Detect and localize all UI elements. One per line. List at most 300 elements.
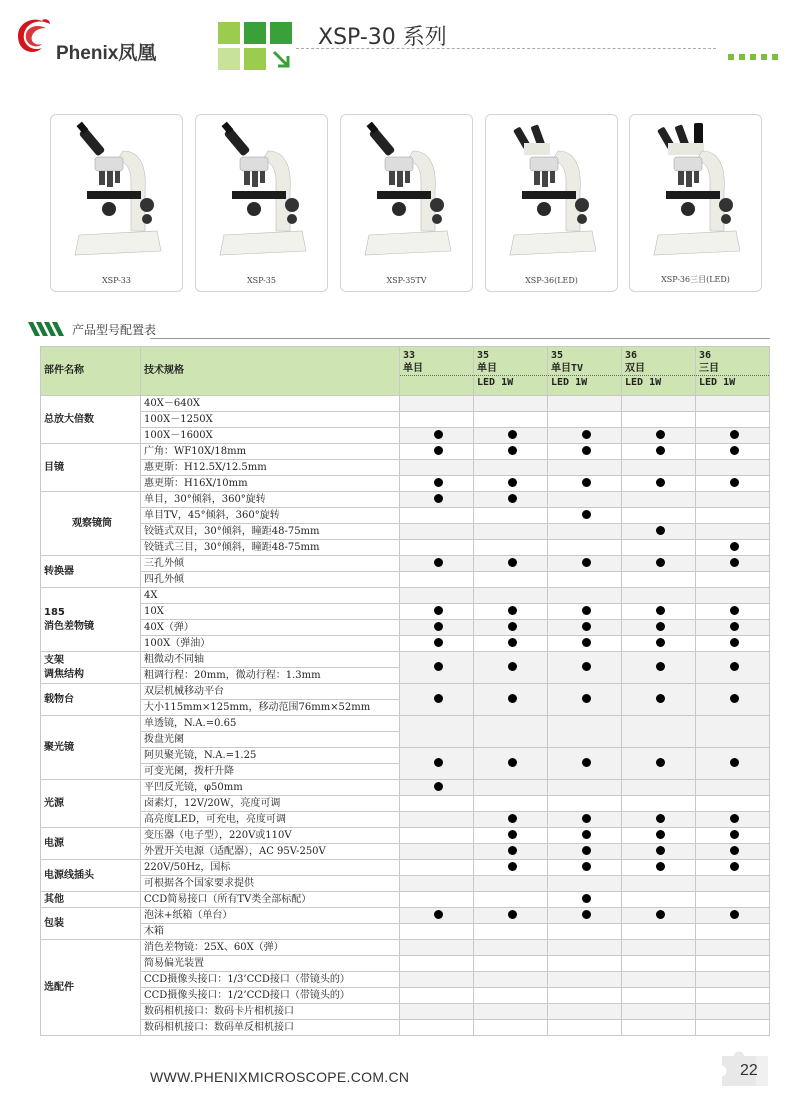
category-cell: 包装 <box>41 908 141 940</box>
table-row <box>41 428 770 444</box>
mark-cell <box>696 860 770 876</box>
included-dot-icon <box>582 638 591 647</box>
mark-cell <box>400 428 474 444</box>
mark-cell <box>622 828 696 844</box>
included-dot-icon <box>730 446 739 455</box>
mark-cell <box>474 588 548 604</box>
mark-cell <box>622 748 696 780</box>
mark-cell <box>548 684 622 716</box>
spec-cell: 220V/50Hz，国标 <box>141 860 400 876</box>
category-cell: 电源 <box>41 828 141 860</box>
category-cell: 电源线插头 <box>41 860 141 892</box>
mark-cell <box>400 828 474 844</box>
table-row <box>41 524 770 540</box>
mark-cell <box>548 428 622 444</box>
mark-cell <box>400 412 474 428</box>
table-row <box>41 684 770 700</box>
mark-cell <box>474 556 548 572</box>
mark-cell <box>474 796 548 812</box>
included-dot-icon <box>656 830 665 839</box>
included-dot-icon <box>434 758 443 767</box>
included-dot-icon <box>508 478 517 487</box>
mark-cell <box>622 716 696 748</box>
category-cell: 观察镜筒 <box>41 492 141 556</box>
mark-cell <box>474 860 548 876</box>
mark-cell <box>548 988 622 1004</box>
table-row <box>41 1004 770 1020</box>
mark-cell <box>548 492 622 508</box>
mark-cell <box>474 428 548 444</box>
mark-cell <box>548 604 622 620</box>
included-dot-icon <box>508 758 517 767</box>
included-dot-icon <box>508 494 517 503</box>
table-row <box>41 780 770 796</box>
table-row <box>41 476 770 492</box>
spec-cell: 数码相机接口：数码卡片相机接口 <box>141 1004 400 1020</box>
mark-cell <box>696 444 770 460</box>
product-card <box>629 114 762 292</box>
mark-cell <box>474 1020 548 1036</box>
included-dot-icon <box>656 446 665 455</box>
included-dot-icon <box>730 758 739 767</box>
included-dot-icon <box>730 910 739 919</box>
included-dot-icon <box>730 558 739 567</box>
included-dot-icon <box>434 782 443 791</box>
mark-cell <box>622 780 696 796</box>
website-url[interactable]: WWW.PHENIXMICROSCOPE.COM.CN <box>150 1069 410 1085</box>
mark-cell <box>622 396 696 412</box>
spec-cell: 粗调行程：20mm，微动行程：1.3mm <box>141 668 400 684</box>
microscope-icon <box>210 121 314 261</box>
mark-cell <box>400 572 474 588</box>
mark-cell <box>696 428 770 444</box>
mark-cell <box>622 652 696 684</box>
mark-cell <box>696 892 770 908</box>
mark-cell <box>400 988 474 1004</box>
table-row <box>41 620 770 636</box>
mark-cell <box>474 492 548 508</box>
mark-cell <box>696 636 770 652</box>
mark-cell <box>474 508 548 524</box>
mark-cell <box>474 844 548 860</box>
included-dot-icon <box>730 638 739 647</box>
mark-cell <box>474 412 548 428</box>
spec-cell: 卤素灯，12V/20W，亮度可调 <box>141 796 400 812</box>
mark-cell <box>400 780 474 796</box>
included-dot-icon <box>656 622 665 631</box>
included-dot-icon <box>582 558 591 567</box>
included-dot-icon <box>730 542 739 551</box>
spec-cell: 40X－640X <box>141 396 400 412</box>
mark-cell <box>400 716 474 748</box>
category-cell: 其他 <box>41 892 141 908</box>
mark-cell <box>548 636 622 652</box>
included-dot-icon <box>582 510 591 519</box>
included-dot-icon <box>730 814 739 823</box>
spec-cell: 平凹反光镜，φ50mm <box>141 780 400 796</box>
mark-cell <box>400 460 474 476</box>
mark-cell <box>548 860 622 876</box>
spec-cell: 阿贝聚光镜，N.A.=1.25 <box>141 748 400 764</box>
product-card <box>340 114 473 292</box>
included-dot-icon <box>508 662 517 671</box>
included-dot-icon <box>434 558 443 567</box>
table-header-row <box>41 347 770 396</box>
included-dot-icon <box>582 862 591 871</box>
mark-cell <box>548 1020 622 1036</box>
spec-cell: 双层机械移动平台 <box>141 684 400 700</box>
included-dot-icon <box>508 606 517 615</box>
mark-cell <box>400 908 474 924</box>
mark-cell <box>696 748 770 780</box>
table-row <box>41 716 770 732</box>
product-caption: XSP-36三目(LED) <box>661 275 730 284</box>
category-cell: 聚光镜 <box>41 716 141 780</box>
included-dot-icon <box>434 910 443 919</box>
mark-cell <box>400 860 474 876</box>
spec-cell: CCD简易接口（所有TV类全部标配） <box>141 892 400 908</box>
included-dot-icon <box>582 846 591 855</box>
mark-cell <box>400 972 474 988</box>
mark-cell <box>622 508 696 524</box>
mark-cell <box>548 940 622 956</box>
mark-cell <box>400 556 474 572</box>
included-dot-icon <box>508 862 517 871</box>
microscope-icon <box>355 121 459 261</box>
included-dot-icon <box>730 622 739 631</box>
category-cell: 载物台 <box>41 684 141 716</box>
table-row <box>41 572 770 588</box>
mark-cell <box>548 828 622 844</box>
included-dot-icon <box>582 446 591 455</box>
spec-cell: 可根据各个国家要求提供 <box>141 876 400 892</box>
mark-cell <box>622 604 696 620</box>
header-model: 36 三目 LED 1W <box>696 347 770 396</box>
table-row <box>41 860 770 876</box>
spec-cell: 泡沫+纸箱（单台） <box>141 908 400 924</box>
mark-cell <box>548 460 622 476</box>
included-dot-icon <box>656 430 665 439</box>
table-row <box>41 940 770 956</box>
mark-cell <box>696 940 770 956</box>
category-cell: 转换器 <box>41 556 141 588</box>
mark-cell <box>696 508 770 524</box>
spec-cell: 变压器（电子型），220V或110V <box>141 828 400 844</box>
mark-cell <box>474 940 548 956</box>
mark-cell <box>696 652 770 684</box>
mark-cell <box>400 1020 474 1036</box>
mark-cell <box>474 444 548 460</box>
included-dot-icon <box>730 662 739 671</box>
mark-cell <box>622 860 696 876</box>
mark-cell <box>548 620 622 636</box>
product-card <box>485 114 618 292</box>
spec-cell: 四孔外倾 <box>141 572 400 588</box>
header-divider <box>296 48 716 49</box>
mark-cell <box>622 540 696 556</box>
product-caption: XSP-35TV <box>386 276 427 285</box>
mark-cell <box>400 812 474 828</box>
table-row <box>41 604 770 620</box>
mark-cell <box>696 716 770 748</box>
mark-cell <box>474 572 548 588</box>
included-dot-icon <box>582 662 591 671</box>
microscope-icon <box>644 121 748 261</box>
table-row <box>41 828 770 844</box>
mark-cell <box>474 956 548 972</box>
table-row <box>41 652 770 668</box>
included-dot-icon <box>656 758 665 767</box>
spec-cell: 外置开关电源（适配器），AC 95V-250V <box>141 844 400 860</box>
spec-cell: 单透镜，N.A.=0.65 <box>141 716 400 732</box>
config-table <box>40 346 770 1036</box>
table-row <box>41 412 770 428</box>
green-squares-icon <box>218 22 294 72</box>
page-header <box>0 0 800 80</box>
mark-cell <box>400 748 474 780</box>
spec-cell: 三孔外倾 <box>141 556 400 572</box>
header-model: 35 单目 LED 1W <box>474 347 548 396</box>
mark-cell <box>696 604 770 620</box>
section-title: 产品型号配置表 <box>72 323 157 337</box>
included-dot-icon <box>656 526 665 535</box>
included-dot-icon <box>582 910 591 919</box>
mark-cell <box>400 876 474 892</box>
table-row <box>41 988 770 1004</box>
mark-cell <box>548 396 622 412</box>
mark-cell <box>548 476 622 492</box>
table-row <box>41 588 770 604</box>
table-row <box>41 444 770 460</box>
table-row <box>41 956 770 972</box>
mark-cell <box>622 988 696 1004</box>
mark-cell <box>548 1004 622 1020</box>
mark-cell <box>622 844 696 860</box>
mark-cell <box>400 652 474 684</box>
page-number: 22 <box>740 1062 758 1079</box>
included-dot-icon <box>656 478 665 487</box>
mark-cell <box>548 524 622 540</box>
mark-cell <box>548 540 622 556</box>
header-spec: 技术规格 <box>141 347 400 396</box>
mark-cell <box>400 892 474 908</box>
category-cell: 光源 <box>41 780 141 828</box>
included-dot-icon <box>730 694 739 703</box>
mark-cell <box>548 588 622 604</box>
mark-cell <box>474 988 548 1004</box>
spec-cell: 木箱 <box>141 924 400 940</box>
included-dot-icon <box>508 830 517 839</box>
mark-cell <box>696 844 770 860</box>
mark-cell <box>696 588 770 604</box>
mark-cell <box>400 604 474 620</box>
mark-cell <box>622 892 696 908</box>
table-row <box>41 1020 770 1036</box>
microscope-icon <box>500 121 604 261</box>
included-dot-icon <box>730 846 739 855</box>
table-row <box>41 508 770 524</box>
mark-cell <box>400 684 474 716</box>
mark-cell <box>622 556 696 572</box>
spec-cell: 简易偏光装置 <box>141 956 400 972</box>
mark-cell <box>548 972 622 988</box>
spec-cell: 单目，30°倾斜，360°旋转 <box>141 492 400 508</box>
spec-cell: 100X－1250X <box>141 412 400 428</box>
table-row <box>41 812 770 828</box>
included-dot-icon <box>508 814 517 823</box>
mark-cell <box>474 924 548 940</box>
brand-name: Phenix凤凰 <box>56 43 157 64</box>
green-dots-icon <box>728 45 783 64</box>
mark-cell <box>622 956 696 972</box>
mark-cell <box>622 444 696 460</box>
included-dot-icon <box>582 830 591 839</box>
product-caption: XSP-33 <box>101 276 131 285</box>
product-gallery <box>50 114 770 294</box>
mark-cell <box>400 1004 474 1020</box>
mark-cell <box>622 492 696 508</box>
mark-cell <box>474 620 548 636</box>
mark-cell <box>548 876 622 892</box>
included-dot-icon <box>582 622 591 631</box>
mark-cell <box>696 460 770 476</box>
category-cell: 185 消色差物镜 <box>41 588 141 652</box>
included-dot-icon <box>508 694 517 703</box>
included-dot-icon <box>508 446 517 455</box>
mark-cell <box>400 396 474 412</box>
mark-cell <box>622 876 696 892</box>
spec-cell: 100X（弹油） <box>141 636 400 652</box>
mark-cell <box>548 908 622 924</box>
included-dot-icon <box>656 638 665 647</box>
mark-cell <box>622 684 696 716</box>
mark-cell <box>696 396 770 412</box>
mark-cell <box>548 892 622 908</box>
category-cell: 目镜 <box>41 444 141 492</box>
mark-cell <box>474 780 548 796</box>
included-dot-icon <box>582 814 591 823</box>
mark-cell <box>474 540 548 556</box>
mark-cell <box>400 476 474 492</box>
spec-cell: 铰链式三目，30°倾斜，瞳距48-75mm <box>141 540 400 556</box>
table-row <box>41 796 770 812</box>
mark-cell <box>696 924 770 940</box>
mark-cell <box>622 1020 696 1036</box>
mark-cell <box>696 524 770 540</box>
mark-cell <box>622 972 696 988</box>
table-row <box>41 492 770 508</box>
table-row <box>41 844 770 860</box>
category-cell: 选配件 <box>41 940 141 1036</box>
mark-cell <box>622 588 696 604</box>
mark-cell <box>622 572 696 588</box>
included-dot-icon <box>508 638 517 647</box>
mark-cell <box>696 796 770 812</box>
mark-cell <box>400 940 474 956</box>
spec-cell: 拨盘光阑 <box>141 732 400 748</box>
table-row <box>41 748 770 764</box>
mark-cell <box>696 956 770 972</box>
table-row <box>41 460 770 476</box>
mark-cell <box>548 956 622 972</box>
mark-cell <box>696 828 770 844</box>
mark-cell <box>548 812 622 828</box>
mark-cell <box>548 748 622 780</box>
header-model: 35 单目TV LED 1W <box>548 347 622 396</box>
mark-cell <box>474 652 548 684</box>
included-dot-icon <box>656 558 665 567</box>
mark-cell <box>474 812 548 828</box>
mark-cell <box>400 508 474 524</box>
spec-cell: 消色差物镜：25X、60X（弹） <box>141 940 400 956</box>
included-dot-icon <box>508 910 517 919</box>
mark-cell <box>622 812 696 828</box>
spec-cell: 高亮度LED，可充电，亮度可调 <box>141 812 400 828</box>
mark-cell <box>474 1004 548 1020</box>
stripes-icon <box>28 322 68 336</box>
spec-cell: 惠更斯：H16X/10mm <box>141 476 400 492</box>
mark-cell <box>474 908 548 924</box>
mark-cell <box>548 652 622 684</box>
mark-cell <box>474 396 548 412</box>
mark-cell <box>622 460 696 476</box>
table-row <box>41 892 770 908</box>
mark-cell <box>622 940 696 956</box>
mark-cell <box>474 636 548 652</box>
mark-cell <box>622 924 696 940</box>
included-dot-icon <box>434 606 443 615</box>
included-dot-icon <box>582 894 591 903</box>
mark-cell <box>400 796 474 812</box>
mark-cell <box>548 412 622 428</box>
included-dot-icon <box>508 430 517 439</box>
mark-cell <box>696 972 770 988</box>
mark-cell <box>474 748 548 780</box>
spec-cell: 100X－1600X <box>141 428 400 444</box>
category-cell: 支架 调焦结构 <box>41 652 141 684</box>
included-dot-icon <box>434 622 443 631</box>
included-dot-icon <box>656 910 665 919</box>
table-row <box>41 972 770 988</box>
series-title: XSP-30 系列 <box>318 25 447 50</box>
included-dot-icon <box>434 638 443 647</box>
spec-cell: 数码相机接口：数码单反相机接口 <box>141 1020 400 1036</box>
mark-cell <box>622 1004 696 1020</box>
mark-cell <box>474 524 548 540</box>
mark-cell <box>548 444 622 460</box>
mark-cell <box>400 956 474 972</box>
mark-cell <box>474 460 548 476</box>
mark-cell <box>696 412 770 428</box>
included-dot-icon <box>582 430 591 439</box>
included-dot-icon <box>656 814 665 823</box>
spec-cell: 4X <box>141 588 400 604</box>
mark-cell <box>622 908 696 924</box>
mark-cell <box>474 476 548 492</box>
header-model: 36 双目 LED 1W <box>622 347 696 396</box>
included-dot-icon <box>434 494 443 503</box>
product-caption: XSP-35 <box>246 276 276 285</box>
mark-cell <box>400 540 474 556</box>
table-row <box>41 540 770 556</box>
mark-cell <box>696 876 770 892</box>
mark-cell <box>696 492 770 508</box>
mark-cell <box>622 796 696 812</box>
mark-cell <box>696 556 770 572</box>
mark-cell <box>400 844 474 860</box>
mark-cell <box>622 412 696 428</box>
table-row <box>41 636 770 652</box>
